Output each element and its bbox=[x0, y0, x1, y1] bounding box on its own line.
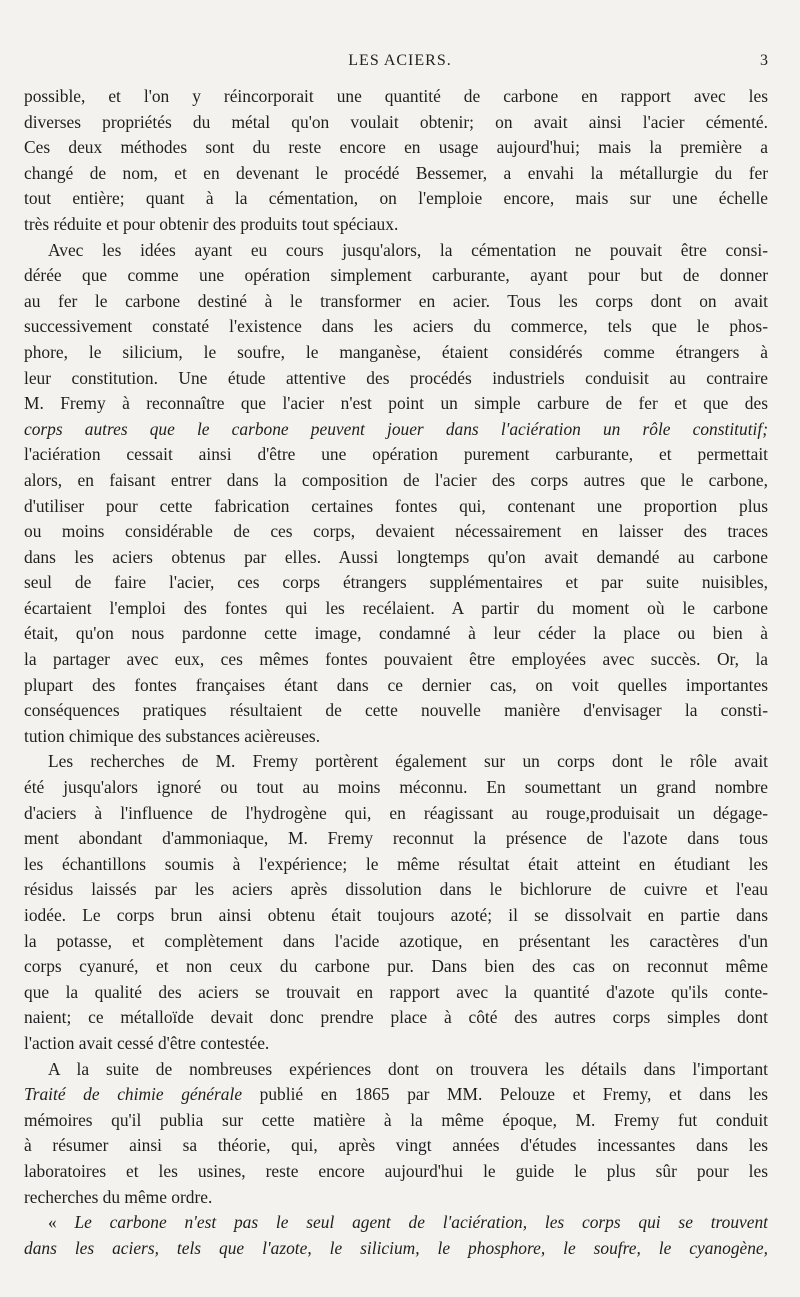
text-line bbox=[24, 749, 768, 775]
text-segment: A la suite de nombreuses expériences dont on trouvera les détails dans l'important bbox=[48, 1058, 768, 1079]
text-line bbox=[24, 903, 768, 929]
text-segment: tution chimique des substances acièreuses. bbox=[24, 725, 321, 746]
text-segment: dans les aciers obtenus par elles. Aussi longtemps qu'on avait demandé au carbone bbox=[24, 546, 768, 567]
text-segment: plupart des fontes françaises étant dans ce dernier cas, on voit quelles importantes bbox=[24, 674, 768, 695]
text-segment: tout entière; quant à la cémentation, on l'emploie encore, mais sur une échelle bbox=[24, 188, 768, 209]
text-segment: seul de faire l'acier, ces corps étrangers supplémentaires et par suite nuisibles, bbox=[24, 572, 768, 593]
text-line bbox=[24, 545, 768, 571]
text-segment: M. Fremy à reconnaître que l'acier n'est point un simple carbure de fer et que des bbox=[24, 393, 768, 414]
text-segment: été jusqu'alors ignoré ou tout au moins méconnu. En soumettant un grand nombre bbox=[24, 777, 768, 798]
text-segment: alors, en faisant entrer dans la composition de l'acier des corps autres que le carbone, bbox=[24, 469, 768, 490]
text-line bbox=[24, 1031, 768, 1057]
text-segment: successivement constaté l'existence dans les aciers du commerce, tels que le phos- bbox=[24, 316, 768, 337]
text-line bbox=[24, 161, 768, 187]
text-line bbox=[24, 1236, 768, 1262]
text-line bbox=[24, 391, 768, 417]
text-segment: possible, et l'on y réincorporait une quantité de carbone en rapport avec les bbox=[24, 86, 768, 106]
text-line bbox=[24, 1210, 768, 1236]
text-segment: à résumer ainsi sa théorie, qui, après vingt années d'études incessantes dans les bbox=[24, 1135, 768, 1156]
text-line bbox=[24, 877, 768, 903]
text-line bbox=[24, 826, 768, 852]
text-line bbox=[24, 212, 768, 238]
text-segment: corps cyanuré, et non ceux du carbone pur. Dans bien des cas on reconnut même bbox=[24, 956, 768, 977]
text-line bbox=[24, 1057, 768, 1083]
body-text bbox=[24, 84, 768, 1261]
text-line bbox=[24, 110, 768, 136]
text-line bbox=[24, 1133, 768, 1159]
text-segment: très réduite et pour obtenir des produits tout spéciaux. bbox=[24, 213, 399, 234]
text-segment: écartaient l'emploi des fontes qui les recélaient. A partir du moment où le carbone bbox=[24, 597, 768, 618]
text-line bbox=[24, 570, 768, 596]
text-segment: mémoires qu'il publia sur cette matière à la même époque, M. Fremy fut conduit bbox=[24, 1109, 768, 1130]
text-segment: d'utiliser pour cette fabrication certaines fontes qui, contenant une proportion plus bbox=[24, 495, 768, 516]
text-segment: leur constitution. Une étude attentive des procédés industriels conduisit au contraire bbox=[24, 367, 768, 388]
page-number: 3 bbox=[760, 52, 768, 69]
text-segment: phore, le silicium, le soufre, le manganèse, étaient considérés comme étrangers à bbox=[24, 341, 768, 362]
text-segment: iodée. Le corps brun ainsi obtenu était toujours azoté; il se dissolvait en partie dans bbox=[24, 905, 768, 925]
text-line bbox=[24, 366, 768, 392]
text-line bbox=[24, 340, 768, 366]
text-line bbox=[24, 1159, 768, 1185]
text-line bbox=[24, 929, 768, 955]
text-segment: dérée que comme une opération simplement carburante, ayant pour but de donner bbox=[24, 265, 768, 286]
text-segment: conséquences pratiques résultaient de cette nouvelle manière d'envisager la consti- bbox=[24, 700, 768, 721]
italic-text-segment: corps autres que le carbone peuvent jouer dans l'aciération un rôle constitutif; bbox=[24, 418, 768, 439]
text-line bbox=[24, 724, 768, 750]
text-segment: résidus laissés par les aciers après dissolution dans le bichlorure de cuivre et l'eau bbox=[24, 879, 768, 900]
text-line bbox=[24, 852, 768, 878]
text-line bbox=[24, 1005, 768, 1031]
text-line bbox=[24, 621, 768, 647]
text-segment: l'aciération cessait ainsi d'être une opération purement carburante, et permettait bbox=[24, 444, 768, 465]
text-line bbox=[24, 596, 768, 622]
italic-text-segment: dans les aciers, tels que l'azote, le silicium, le phosphore, le soufre, le cyanogène, bbox=[24, 1237, 768, 1258]
text-segment: Ces deux méthodes sont du reste encore en usage aujourd'hui; mais la première a bbox=[24, 137, 768, 158]
text-segment: laboratoires et les usines, reste encore aujourd'hui le guide le plus sûr pour les bbox=[24, 1160, 768, 1181]
text-segment: la partager avec eux, ces mêmes fontes pouvaient être employées avec succès. Or, la bbox=[24, 649, 768, 670]
text-segment: diverses propriétés du métal qu'on voulait obtenir; on avait ainsi l'acier cémenté. bbox=[24, 111, 768, 132]
text-line bbox=[24, 673, 768, 699]
text-line bbox=[24, 238, 768, 264]
text-segment: publié en 1865 par MM. Pelouze et Fremy, et dans les bbox=[242, 1084, 768, 1105]
italic-text-segment: Le carbone n'est pas le seul agent de l'aciération, les corps qui se trouvent bbox=[74, 1212, 768, 1233]
text-segment: recherches du même ordre. bbox=[24, 1186, 213, 1207]
text-line bbox=[24, 1108, 768, 1134]
text-segment: d'aciers à l'influence de l'hydrogène qui, en réagissant au rouge,produisait un dégage- bbox=[24, 802, 768, 823]
text-line bbox=[24, 442, 768, 468]
text-line bbox=[24, 519, 768, 545]
text-line bbox=[24, 84, 768, 110]
text-line bbox=[24, 980, 768, 1006]
text-line bbox=[24, 494, 768, 520]
text-segment: les échantillons soumis à l'expérience; le même résultat était atteint en étudiant les bbox=[24, 853, 768, 874]
text-line bbox=[24, 186, 768, 212]
text-line bbox=[24, 1185, 768, 1211]
text-line bbox=[24, 135, 768, 161]
book-page bbox=[24, 0, 776, 1297]
text-line bbox=[24, 775, 768, 801]
text-line bbox=[24, 698, 768, 724]
text-line bbox=[24, 263, 768, 289]
italic-text-segment: Traité de chimie générale bbox=[24, 1084, 243, 1105]
text-line bbox=[24, 417, 768, 443]
text-segment: la potasse, et complètement dans l'acide azotique, en présentant les caractères d'un bbox=[24, 930, 768, 951]
text-segment: Les recherches de M. Fremy portèrent également sur un corps dont le rôle avait bbox=[48, 751, 768, 772]
text-line bbox=[24, 314, 768, 340]
text-segment: ment abondant d'ammoniaque, M. Fremy reconnut la présence de l'azote dans tous bbox=[24, 828, 768, 849]
text-line bbox=[24, 468, 768, 494]
running-title: LES ACIERS. bbox=[348, 52, 452, 69]
text-line bbox=[24, 801, 768, 827]
text-line bbox=[24, 647, 768, 673]
running-head bbox=[24, 52, 776, 74]
text-segment: était, qu'on nous pardonne cette image, condamné à leur céder la place ou bien à bbox=[24, 623, 768, 644]
text-segment: naient; ce métalloïde devait donc prendre place à côté des autres corps simples dont bbox=[24, 1007, 768, 1028]
text-segment: « bbox=[48, 1212, 75, 1233]
text-segment: l'action avait cessé d'être contestée. bbox=[24, 1032, 270, 1053]
text-segment: Avec les idées ayant eu cours jusqu'alors, la cémentation ne pouvait être consi- bbox=[48, 239, 768, 260]
text-line bbox=[24, 1082, 768, 1108]
text-segment: au fer le carbone destiné à le transformer en acier. Tous les corps dont on avait bbox=[24, 290, 768, 311]
text-segment: ou moins considérable de ces corps, devaient nécessairement en laisser des traces bbox=[24, 521, 768, 542]
text-segment: que la qualité des aciers se trouvait en rapport avec la quantité d'azote qu'ils conte- bbox=[24, 981, 768, 1002]
text-segment: changé de nom, et en devenant le procédé Bessemer, a envahi la métallurgie du fer bbox=[24, 162, 768, 183]
text-line bbox=[24, 954, 768, 980]
text-line bbox=[24, 289, 768, 315]
